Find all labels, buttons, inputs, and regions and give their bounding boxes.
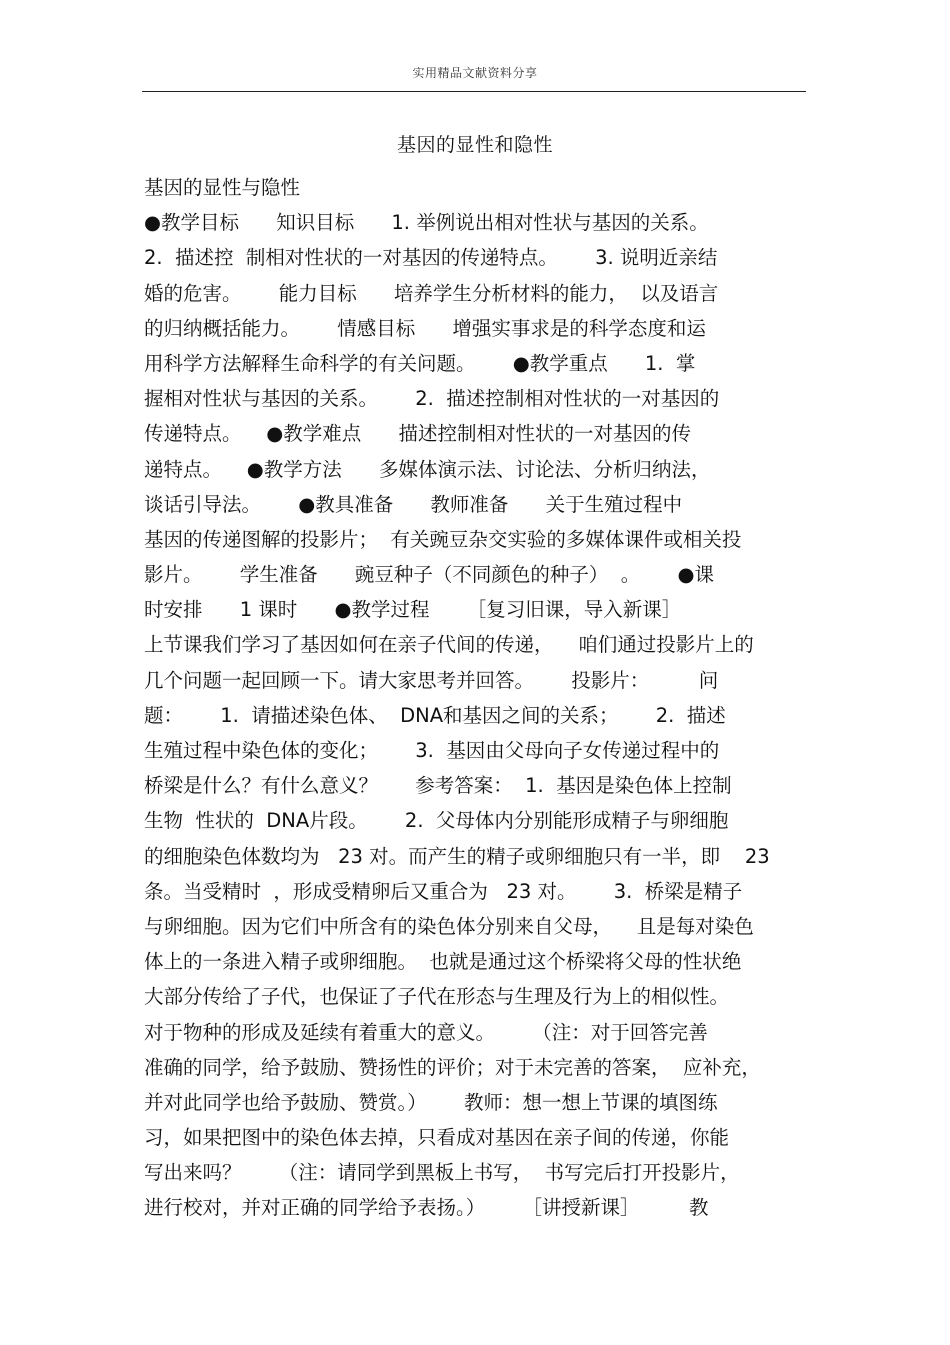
- body-line: 的细胞染色体数均为 23 对。而产生的精子或卵细胞只有一半，即 23: [144, 844, 770, 868]
- page-header: 实用精品文献资料分享: [412, 66, 538, 80]
- header-divider: [142, 91, 806, 92]
- document-body: [144, 170, 809, 1226]
- body-line: 谈话引导法。 ●教具准备 教师准备 关于生殖过程中: [144, 492, 683, 516]
- body-line: 进行校对，并对正确的同学给予表扬。） ［讲授新课］ 教: [144, 1196, 709, 1220]
- body-line: 基因的显性与隐性: [144, 176, 301, 199]
- body-line: 生物 性状的 DNA片段。 2. 父母体内分别能形成精子与卵细胞: [144, 809, 729, 833]
- body-line: 上节课我们学习了基因如何在亲子代间的传递， 咱们通过投影片上的: [144, 633, 754, 657]
- body-line: 体上的一条进入精子或卵细胞。 也就是通过这个桥梁将父母的性状绝: [144, 950, 742, 974]
- body-line: 时安排 1 课时 ●教学过程 ［复习旧课，导入新课］: [144, 598, 682, 622]
- body-line: 条。当受精时 ，形成受精卵后又重合为 23 对。 3. 桥梁是精子: [144, 879, 743, 903]
- body-line: 大部分传给了子代，也保证了子代在形态与生理及行为上的相似性。: [144, 985, 730, 1009]
- body-line: 传递特点。 ●教学难点 描述控制相对性状的一对基因的传: [144, 422, 692, 446]
- body-line: 的归纳概括能力。 情感目标 增强实事求是的科学态度和运: [144, 316, 706, 340]
- body-line: 写出来吗？ （注：请同学到黑板上书写， 书写完后打开投影片，: [144, 1161, 740, 1185]
- document-title: 基因的显性和隐性: [396, 134, 553, 156]
- body-line: 用科学方法解释生命科学的有关问题。 ●教学重点 1. 掌: [144, 351, 696, 375]
- body-line: 习，如果把图中的染色体去掉，只看成对基因在亲子间的传递，你能: [144, 1126, 730, 1150]
- body-line: 生殖过程中染色体的变化； 3. 基因由父母向子女传递过程中的: [144, 739, 720, 762]
- body-line: 对于物种的形成及延续有着重大的意义。 （注：对于回答完善: [144, 1020, 708, 1044]
- body-line: ●教学目标 知识目标 1. 举例说出相对性状与基因的关系。: [144, 211, 709, 235]
- body-line: 几个问题一起回顾一下。请大家思考并回答。 投影片： 问: [144, 668, 719, 692]
- body-line: 准确的同学，给予鼓励、赞扬性的评价；对于未完善的答案， 应补充，: [144, 1055, 761, 1079]
- body-line: 桥梁是什么？有什么意义？ 参考答案： 1. 基因是染色体上控制: [144, 774, 732, 798]
- body-line: 基因的传递图解的投影片； 有关豌豆杂交实验的多媒体课件或相关投: [144, 527, 742, 551]
- body-line: 并对此同学也给予鼓励、赞赏。） 教师：想一想上节课的填图练: [144, 1090, 718, 1114]
- body-line: 2. 描述控 制相对性状的一对基因的传递特点。 3. 说明近亲结: [144, 246, 718, 270]
- body-line: 握相对性状与基因的关系。 2. 描述控制相对性状的一对基因的: [144, 387, 720, 411]
- body-line: 题： 1. 请描述染色体、 DNA和基因之间的关系； 2. 描述: [144, 703, 726, 727]
- body-line: 与卵细胞。因为它们中所含有的染色体分别来自父母， 且是每对染色: [144, 914, 754, 938]
- body-line: 影片。 学生准备 豌豆种子（不同颜色的种子） 。 ●课: [144, 563, 714, 587]
- body-line: 婚的危害。 能力目标 培养学生分析材料的能力， 以及语言: [144, 281, 719, 305]
- body-line: 递特点。 ●教学方法 多媒体演示法、讨论法、分析归纳法，: [144, 457, 711, 481]
